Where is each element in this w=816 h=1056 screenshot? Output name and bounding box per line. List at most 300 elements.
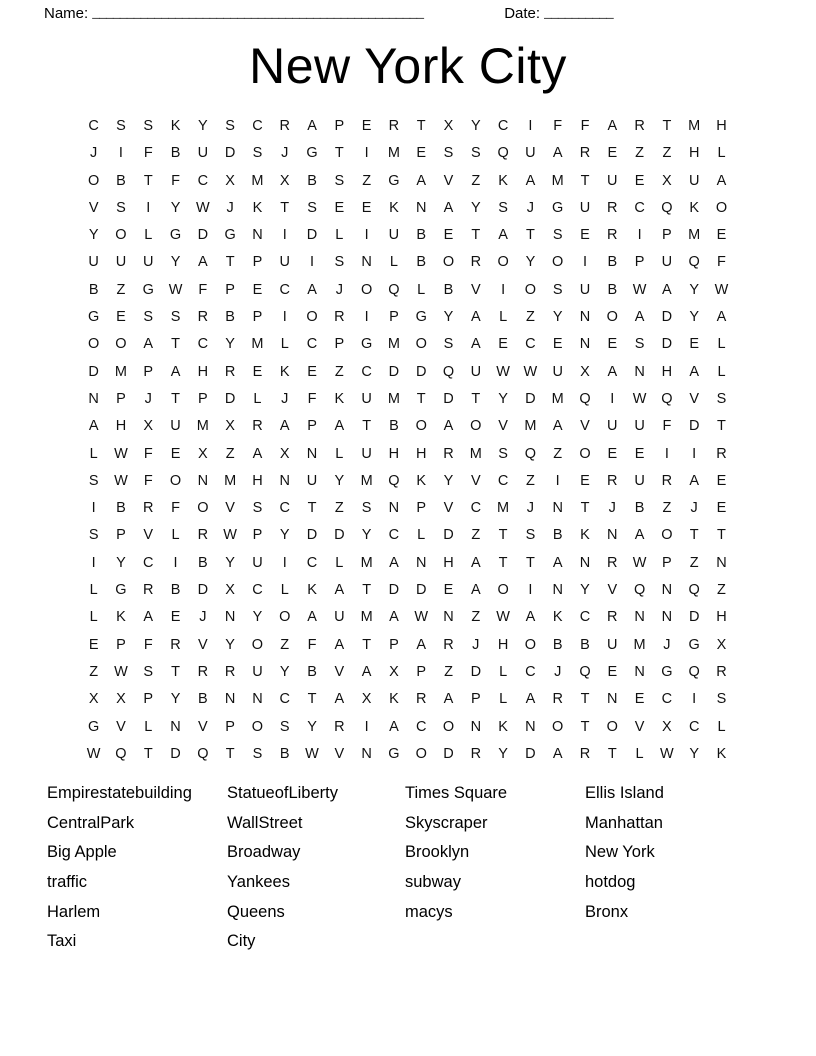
grid-letter[interactable]: D — [470, 663, 482, 680]
grid-letter[interactable]: D — [443, 745, 454, 762]
grid-letter[interactable]: E — [634, 172, 645, 189]
grid-letter[interactable]: D — [388, 582, 400, 599]
grid-letter[interactable]: N — [388, 500, 400, 517]
word-list-item[interactable]: Times Square — [405, 784, 508, 802]
grid-letter[interactable]: N — [252, 691, 263, 708]
grid-letter[interactable]: H — [415, 445, 427, 462]
grid-letter[interactable]: R — [579, 745, 591, 762]
grid-letter[interactable]: K — [416, 472, 427, 489]
grid-letter[interactable]: M — [360, 609, 373, 626]
grid-letter[interactable]: E — [634, 445, 645, 462]
grid-letter[interactable]: C — [252, 582, 263, 599]
grid-letter[interactable]: I — [173, 554, 178, 571]
grid-letter[interactable]: L — [171, 527, 180, 544]
grid-letter[interactable]: P — [334, 118, 345, 134]
grid-letter[interactable]: R — [716, 663, 727, 680]
grid-letter[interactable]: B — [170, 582, 181, 599]
grid-letter[interactable]: H — [716, 118, 727, 134]
grid-letter[interactable]: I — [528, 118, 533, 134]
grid-letter[interactable]: U — [388, 227, 400, 244]
grid-letter[interactable]: N — [579, 336, 591, 353]
grid-letter[interactable]: S — [552, 227, 563, 244]
grid-letter[interactable]: U — [143, 254, 154, 271]
grid-letter[interactable]: M — [251, 172, 264, 189]
grid-letter[interactable]: R — [415, 691, 427, 708]
grid-letter[interactable]: D — [334, 527, 345, 544]
grid-letter[interactable]: L — [717, 718, 726, 735]
grid-letter[interactable]: Z — [525, 472, 535, 489]
grid-letter[interactable]: U — [579, 281, 591, 298]
grid-letter[interactable]: Z — [471, 609, 481, 626]
grid-letter[interactable]: Y — [443, 472, 454, 489]
word-list-item[interactable]: Big Apple — [47, 843, 117, 862]
grid-letter[interactable]: A — [307, 118, 317, 134]
grid-letter[interactable]: F — [198, 281, 208, 298]
grid-letter[interactable]: D — [525, 745, 536, 762]
grid-letter[interactable]: E — [607, 145, 618, 162]
grid-letter[interactable]: A — [689, 472, 700, 489]
grid-letter[interactable]: Q — [497, 145, 509, 162]
grid-letter[interactable]: A — [552, 418, 563, 435]
grid-letter[interactable]: O — [552, 254, 564, 271]
grid-letter[interactable]: O — [579, 445, 591, 462]
grid-letter[interactable]: D — [443, 527, 454, 544]
grid-letter[interactable]: E — [580, 472, 590, 489]
grid-letter[interactable]: V — [443, 172, 454, 189]
grid-letter[interactable]: A — [470, 336, 481, 353]
grid-letter[interactable]: U — [661, 254, 673, 271]
grid-letter[interactable]: T — [471, 390, 481, 407]
grid-letter[interactable]: U — [361, 390, 372, 407]
grid-letter[interactable]: E — [443, 227, 454, 244]
grid-letter[interactable]: G — [224, 227, 236, 244]
grid-letter[interactable]: Z — [662, 500, 672, 517]
grid-letter[interactable]: B — [634, 500, 645, 517]
grid-letter[interactable]: S — [225, 118, 235, 134]
grid-letter[interactable]: E — [634, 691, 645, 708]
grid-letter[interactable]: N — [279, 472, 290, 489]
word-list-item[interactable]: Taxi — [47, 932, 77, 951]
grid-letter[interactable]: O — [360, 281, 373, 298]
name-write-in-line[interactable]: ________________________________________________ — [92, 4, 424, 21]
word-list-item[interactable]: traffic — [47, 873, 88, 892]
grid-letter[interactable]: O — [497, 582, 509, 599]
grid-letter[interactable]: C — [688, 718, 700, 735]
grid-letter[interactable]: T — [580, 172, 590, 189]
grid-letter[interactable]: Q — [688, 254, 700, 271]
grid-letter[interactable]: P — [416, 663, 427, 680]
grid-letter[interactable]: D — [443, 390, 454, 407]
grid-letter[interactable]: Q — [388, 472, 400, 489]
grid-letter[interactable]: I — [118, 145, 123, 162]
grid-letter[interactable]: D — [688, 418, 700, 435]
grid-letter[interactable]: C — [525, 663, 536, 680]
grid-letter[interactable]: S — [307, 199, 317, 216]
grid-letter[interactable]: X — [116, 691, 126, 708]
grid-letter[interactable]: A — [689, 363, 700, 380]
grid-letter[interactable]: F — [580, 118, 590, 134]
grid-letter[interactable]: R — [170, 636, 181, 653]
grid-letter[interactable]: B — [443, 281, 454, 298]
grid-letter[interactable]: Y — [116, 554, 126, 571]
grid-letter[interactable]: I — [282, 554, 287, 571]
grid-letter[interactable]: B — [279, 745, 290, 762]
grid-letter[interactable]: N — [552, 582, 563, 599]
grid-letter[interactable]: P — [143, 691, 154, 708]
grid-letter[interactable]: L — [717, 363, 726, 380]
grid-letter[interactable]: A — [634, 309, 645, 326]
grid-letter[interactable]: I — [282, 309, 287, 326]
grid-letter[interactable]: O — [251, 636, 264, 653]
grid-letter[interactable]: V — [143, 527, 154, 544]
grid-letter[interactable]: T — [471, 227, 481, 244]
grid-letter[interactable]: S — [716, 390, 727, 407]
word-list-item[interactable]: Queens — [227, 902, 285, 921]
grid-letter[interactable]: X — [716, 636, 727, 653]
grid-letter[interactable]: D — [525, 390, 536, 407]
grid-letter[interactable]: L — [499, 309, 508, 326]
grid-letter[interactable]: N — [579, 309, 591, 326]
grid-letter[interactable]: R — [143, 582, 154, 599]
grid-letter[interactable]: X — [361, 691, 372, 708]
grid-letter[interactable]: N — [415, 199, 427, 216]
word-list-item[interactable]: CentralPark — [47, 813, 135, 832]
grid-letter[interactable]: H — [661, 363, 673, 380]
grid-letter[interactable]: Q — [633, 582, 646, 599]
grid-letter[interactable]: B — [307, 172, 317, 189]
grid-letter[interactable]: O — [524, 281, 537, 298]
grid-letter[interactable]: D — [415, 582, 427, 599]
grid-letter[interactable]: R — [443, 636, 454, 653]
grid-letter[interactable]: O — [606, 309, 618, 326]
grid-letter[interactable]: G — [88, 718, 100, 735]
grid-letter[interactable]: O — [88, 172, 100, 189]
grid-letter[interactable]: I — [364, 718, 369, 735]
grid-letter[interactable]: J — [554, 663, 562, 680]
grid-letter[interactable]: C — [279, 500, 290, 517]
grid-letter[interactable]: S — [334, 172, 345, 189]
grid-letter[interactable]: Y — [88, 227, 99, 244]
grid-letter[interactable]: L — [280, 336, 289, 353]
grid-letter[interactable]: D — [224, 145, 236, 162]
grid-letter[interactable]: F — [307, 636, 317, 653]
grid-letter[interactable]: A — [416, 172, 427, 189]
grid-letter[interactable]: P — [662, 227, 672, 244]
grid-letter[interactable]: S — [334, 254, 345, 271]
grid-letter[interactable]: I — [501, 281, 506, 298]
grid-letter[interactable]: W — [195, 199, 210, 216]
grid-letter[interactable]: N — [607, 527, 618, 544]
grid-letter[interactable]: X — [662, 172, 672, 189]
grid-letter[interactable]: S — [143, 663, 154, 680]
grid-letter[interactable]: T — [362, 582, 372, 599]
grid-letter[interactable]: U — [607, 636, 618, 653]
grid-letter[interactable]: C — [497, 472, 509, 489]
grid-letter[interactable]: V — [443, 500, 454, 517]
grid-letter[interactable]: T — [416, 118, 426, 134]
grid-letter[interactable]: J — [526, 199, 535, 216]
grid-letter[interactable]: U — [334, 609, 345, 626]
grid-letter[interactable]: A — [443, 199, 454, 216]
grid-letter[interactable]: I — [528, 582, 533, 599]
grid-letter[interactable]: O — [115, 336, 127, 353]
grid-letter[interactable]: V — [498, 418, 508, 435]
grid-letter[interactable]: K — [334, 390, 345, 407]
grid-letter[interactable]: Y — [443, 309, 454, 326]
grid-letter[interactable]: W — [496, 363, 510, 380]
grid-letter[interactable]: X — [279, 172, 290, 189]
grid-letter[interactable]: H — [252, 472, 263, 489]
grid-letter[interactable]: A — [716, 172, 727, 189]
grid-letter[interactable]: O — [442, 254, 455, 271]
grid-letter[interactable]: M — [524, 418, 537, 435]
grid-letter[interactable]: Z — [689, 554, 699, 571]
grid-letter[interactable]: X — [443, 118, 454, 134]
grid-letter[interactable]: T — [362, 418, 372, 435]
grid-letter[interactable]: L — [89, 582, 98, 599]
grid-letter[interactable]: C — [361, 363, 372, 380]
grid-letter[interactable]: W — [523, 363, 538, 380]
grid-letter[interactable]: K — [689, 199, 700, 216]
grid-letter[interactable]: A — [143, 336, 154, 353]
grid-letter[interactable]: T — [225, 745, 235, 762]
grid-letter[interactable]: W — [168, 281, 183, 298]
grid-letter[interactable]: R — [388, 118, 400, 134]
grid-letter[interactable]: J — [281, 390, 289, 407]
grid-letter[interactable]: A — [443, 691, 454, 708]
grid-letter[interactable]: W — [114, 445, 128, 462]
grid-letter[interactable]: G — [306, 145, 318, 162]
grid-letter[interactable]: R — [143, 500, 154, 517]
grid-letter[interactable]: N — [361, 745, 372, 762]
grid-letter[interactable]: A — [252, 445, 263, 462]
grid-letter[interactable]: P — [198, 390, 208, 407]
grid-letter[interactable]: V — [225, 500, 235, 517]
grid-letter[interactable]: F — [717, 254, 726, 271]
grid-letter[interactable]: T — [717, 527, 726, 544]
grid-letter[interactable]: J — [90, 145, 98, 162]
grid-letter[interactable]: P — [389, 309, 399, 326]
grid-letter[interactable]: R — [607, 199, 618, 216]
grid-letter[interactable]: Z — [525, 309, 535, 326]
grid-letter[interactable]: G — [169, 227, 182, 244]
grid-letter[interactable]: P — [634, 254, 645, 271]
grid-letter[interactable]: O — [197, 500, 209, 517]
grid-letter[interactable]: T — [580, 500, 590, 517]
grid-letter[interactable]: E — [716, 500, 727, 517]
grid-letter[interactable]: R — [607, 472, 618, 489]
grid-letter[interactable]: Y — [170, 254, 181, 271]
grid-letter[interactable]: I — [555, 472, 560, 489]
grid-letter[interactable]: A — [470, 554, 481, 571]
word-list-item[interactable]: StatueofLiberty — [227, 784, 338, 802]
grid-letter[interactable]: C — [197, 172, 209, 189]
grid-letter[interactable]: S — [252, 145, 263, 162]
grid-letter[interactable]: E — [607, 445, 618, 462]
grid-letter[interactable]: S — [552, 281, 563, 298]
grid-letter[interactable]: A — [389, 718, 399, 735]
grid-letter[interactable]: V — [470, 472, 481, 489]
grid-letter[interactable]: Y — [279, 663, 290, 680]
grid-letter[interactable]: B — [170, 145, 181, 162]
grid-letter[interactable]: O — [88, 336, 100, 353]
grid-letter[interactable]: N — [306, 445, 318, 462]
grid-letter[interactable]: S — [252, 745, 263, 762]
grid-letter[interactable]: E — [361, 118, 372, 134]
grid-letter[interactable]: S — [498, 445, 508, 462]
grid-letter[interactable]: A — [607, 363, 618, 380]
grid-letter[interactable]: J — [335, 281, 343, 298]
word-list-item[interactable]: Empirestatebuilding — [47, 784, 192, 802]
grid-letter[interactable]: Y — [225, 336, 235, 353]
grid-letter[interactable]: L — [499, 691, 508, 708]
grid-letter[interactable]: L — [335, 554, 344, 571]
grid-letter[interactable]: A — [525, 691, 536, 708]
grid-letter[interactable]: A — [361, 663, 372, 680]
grid-letter[interactable]: D — [197, 227, 209, 244]
date-write-in-line[interactable]: __________ — [544, 4, 614, 21]
grid-letter[interactable]: V — [607, 582, 618, 599]
grid-letter[interactable]: S — [443, 145, 454, 162]
grid-letter[interactable]: I — [91, 500, 96, 517]
grid-letter[interactable]: B — [225, 309, 235, 326]
grid-letter[interactable]: Q — [661, 199, 673, 216]
grid-letter[interactable]: T — [498, 554, 508, 571]
grid-letter[interactable]: F — [171, 172, 180, 189]
grid-letter[interactable]: A — [498, 227, 508, 244]
grid-letter[interactable]: W — [223, 527, 237, 544]
grid-letter[interactable]: Y — [689, 281, 700, 298]
grid-letter[interactable]: S — [361, 500, 372, 517]
grid-letter[interactable]: O — [169, 472, 182, 489]
grid-letter[interactable]: O — [115, 227, 127, 244]
grid-letter[interactable]: O — [415, 745, 427, 762]
grid-letter[interactable]: E — [716, 227, 727, 244]
grid-letter[interactable]: D — [661, 336, 673, 353]
grid-letter[interactable]: F — [553, 118, 563, 134]
grid-letter[interactable]: U — [579, 199, 591, 216]
grid-letter[interactable]: R — [252, 418, 263, 435]
grid-letter[interactable]: R — [716, 445, 727, 462]
word-search-grid[interactable] — [80, 113, 740, 768]
grid-letter[interactable]: S — [88, 472, 99, 489]
grid-letter[interactable]: R — [334, 718, 345, 735]
grid-letter[interactable]: G — [388, 172, 400, 189]
grid-letter[interactable]: Z — [444, 663, 453, 680]
grid-letter[interactable]: N — [197, 472, 209, 489]
grid-letter[interactable]: O — [715, 199, 728, 216]
grid-letter[interactable]: B — [552, 527, 563, 544]
grid-letter[interactable]: Z — [89, 663, 99, 680]
grid-letter[interactable]: M — [551, 390, 564, 407]
grid-letter[interactable]: Z — [116, 281, 126, 298]
grid-letter[interactable]: P — [252, 309, 263, 326]
grid-letter[interactable]: Y — [580, 582, 590, 599]
grid-letter[interactable]: I — [91, 554, 96, 571]
grid-letter[interactable]: F — [143, 145, 153, 162]
grid-letter[interactable]: M — [387, 336, 400, 353]
grid-letter[interactable]: I — [146, 199, 151, 216]
grid-letter[interactable]: A — [307, 609, 317, 626]
grid-letter[interactable]: S — [116, 118, 126, 134]
grid-letter[interactable]: N — [224, 609, 236, 626]
grid-letter[interactable]: E — [498, 336, 508, 353]
grid-letter[interactable]: B — [389, 418, 399, 435]
grid-letter[interactable]: O — [415, 418, 427, 435]
grid-letter[interactable]: N — [552, 500, 563, 517]
grid-letter[interactable]: T — [307, 500, 317, 517]
grid-letter[interactable]: U — [252, 554, 263, 571]
grid-letter[interactable]: U — [607, 172, 618, 189]
grid-letter[interactable]: V — [116, 718, 126, 735]
grid-letter[interactable]: T — [171, 390, 180, 407]
word-list-item[interactable]: Ellis Island — [585, 784, 664, 802]
grid-letter[interactable]: N — [415, 554, 427, 571]
grid-letter[interactable]: P — [225, 281, 235, 298]
grid-letter[interactable]: H — [388, 445, 400, 462]
grid-letter[interactable]: O — [306, 309, 318, 326]
grid-letter[interactable]: L — [144, 227, 153, 244]
grid-letter[interactable]: I — [582, 254, 587, 271]
grid-letter[interactable]: F — [171, 500, 180, 517]
grid-letter[interactable]: C — [525, 336, 536, 353]
grid-letter[interactable]: C — [634, 199, 645, 216]
grid-letter[interactable]: E — [552, 336, 563, 353]
grid-letter[interactable]: M — [360, 554, 373, 571]
grid-letter[interactable]: D — [88, 363, 99, 380]
grid-letter[interactable]: L — [635, 745, 644, 762]
grid-letter[interactable]: N — [361, 254, 372, 271]
grid-letter[interactable]: H — [688, 145, 700, 162]
grid-letter[interactable]: T — [143, 745, 153, 762]
grid-letter[interactable]: A — [334, 636, 345, 653]
grid-letter[interactable]: K — [307, 582, 317, 599]
grid-letter[interactable]: I — [310, 254, 315, 271]
grid-letter[interactable]: A — [470, 582, 481, 599]
grid-letter[interactable]: D — [388, 363, 400, 380]
grid-letter[interactable]: E — [307, 363, 317, 380]
grid-letter[interactable]: P — [252, 527, 263, 544]
grid-letter[interactable]: L — [89, 445, 98, 462]
grid-letter[interactable]: R — [607, 609, 618, 626]
grid-letter[interactable]: M — [551, 172, 564, 189]
grid-letter[interactable]: U — [170, 418, 181, 435]
grid-letter[interactable]: A — [525, 172, 536, 189]
grid-letter[interactable]: C — [579, 609, 591, 626]
grid-letter[interactable]: U — [688, 172, 700, 189]
grid-letter[interactable]: T — [689, 527, 699, 544]
grid-letter[interactable]: Y — [170, 691, 181, 708]
grid-letter[interactable]: R — [334, 309, 345, 326]
grid-letter[interactable]: T — [525, 554, 535, 571]
grid-letter[interactable]: X — [143, 418, 154, 435]
grid-letter[interactable]: Z — [471, 527, 481, 544]
grid-letter[interactable]: H — [497, 636, 509, 653]
grid-letter[interactable]: A — [170, 363, 181, 380]
grid-letter[interactable]: O — [661, 527, 673, 544]
grid-letter[interactable]: P — [116, 390, 126, 407]
grid-letter[interactable]: G — [661, 663, 673, 680]
word-list-item[interactable]: City — [227, 932, 256, 951]
grid-letter[interactable]: D — [224, 390, 236, 407]
grid-letter[interactable]: A — [389, 609, 399, 626]
grid-letter[interactable]: U — [634, 418, 645, 435]
grid-letter[interactable]: N — [579, 554, 591, 571]
grid-letter[interactable]: N — [170, 718, 181, 735]
grid-letter[interactable]: W — [660, 745, 674, 762]
grid-letter[interactable]: Y — [689, 309, 700, 326]
grid-letter[interactable]: D — [170, 745, 181, 762]
